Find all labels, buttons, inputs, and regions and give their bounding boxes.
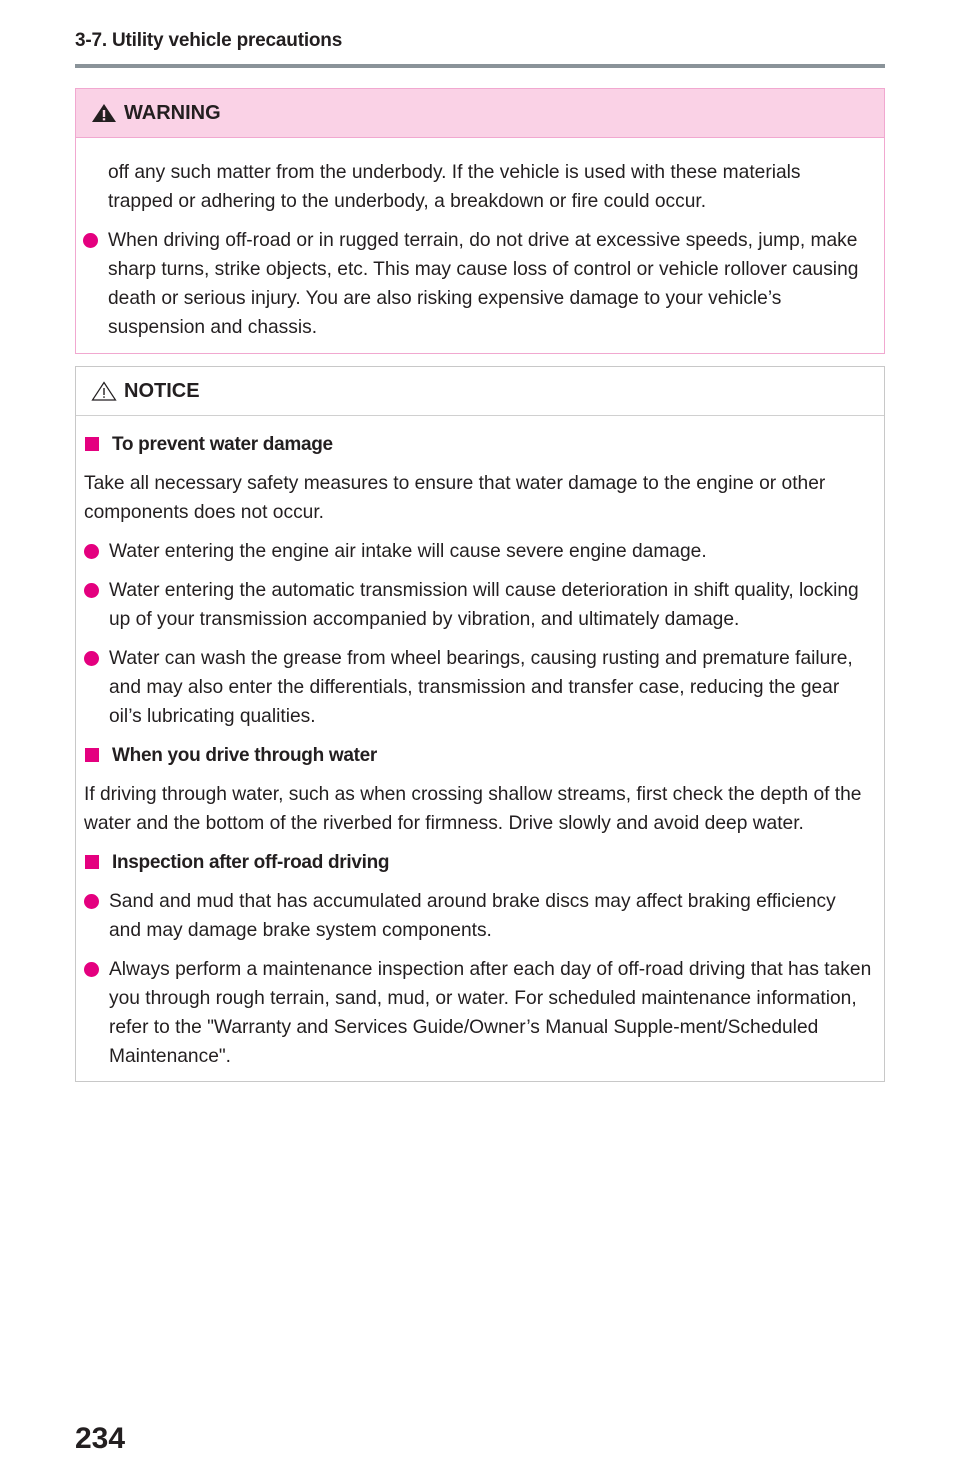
warning-continuation: off any such matter from the underbody. If the vehicle is used with these materials trapped or adhering to the underbody, a breakdown or fire could occur. — [108, 162, 801, 212]
section-header: 3-7. Utility vehicle precautions — [75, 30, 343, 51]
warning-bullet-text: When driving off-road or in rugged terrain, do not drive at excessive speeds, jump, make sharp turns, strike objects, etc. This may cause loss of control or vehicle rollover causing death or serious injury. You are also risking expensive damage to your vehicle’s suspension and chassis. — [108, 230, 859, 338]
water-damage-intro: Take all necessary safety measures to ensure that water damage to the engine or other components does not occur. — [84, 473, 826, 523]
warning-box — [75, 88, 885, 354]
warning-bullet — [83, 226, 864, 342]
bullet-dot-icon — [84, 962, 99, 977]
notice-content — [76, 416, 884, 1071]
caution-triangle-icon — [90, 380, 118, 402]
inspection-bullet: Sand and mud that has accumulated around brake discs may affect braking efficiency and may damage brake system components. — [84, 887, 872, 945]
warning-triangle-icon — [90, 102, 118, 124]
bullet-dot-icon — [84, 894, 99, 909]
water-damage-bullet: Water can wash the grease from wheel bearings, causing rusting and premature failure, and may also enter the differentials, transmission and transfer case, reducing the gear oil’s lubricating qualities. — [84, 644, 872, 731]
through-water-text: If driving through water, such as when crossing shallow streams, first check the depth of the water and the bottom of the riverbed for firmness. Drive slowly and avoid deep water. — [84, 784, 862, 834]
square-bullet-icon — [85, 748, 99, 762]
header-rule — [75, 64, 885, 68]
warning-title: WARNING — [124, 101, 221, 124]
page-number: 234 — [75, 1422, 126, 1455]
bullet-dot-icon — [83, 233, 98, 248]
bullet-dot-icon — [84, 651, 99, 666]
bullet-dot-icon — [84, 544, 99, 559]
warning-content — [76, 138, 884, 342]
square-bullet-icon — [85, 437, 99, 451]
subheading-through-water: When you drive through water — [84, 741, 872, 770]
water-damage-bullet: Water entering the automatic transmission will cause deterioration in shift quality, locking up of your transmission accompanied by vibration, and ultimately damage. — [84, 576, 872, 634]
notice-header — [76, 367, 884, 416]
square-bullet-icon — [85, 855, 99, 869]
subheading-inspection: Inspection after off-road driving — [84, 848, 872, 877]
notice-title: NOTICE — [124, 379, 200, 402]
bullet-dot-icon — [84, 583, 99, 598]
subheading-water-damage: To prevent water damage — [84, 430, 872, 459]
warning-header — [76, 89, 884, 138]
inspection-bullet: Always perform a maintenance inspection after each day of off-road driving that has taken you through rough terrain, sand, mud, or water. For scheduled maintenance information, refer to the "Warranty and Services Guide/Owner’s Manual Supple-ment/Scheduled Maintenance". — [84, 955, 872, 1071]
water-damage-bullet: Water entering the engine air intake will cause severe engine damage. — [84, 537, 872, 566]
notice-box — [75, 366, 885, 1082]
